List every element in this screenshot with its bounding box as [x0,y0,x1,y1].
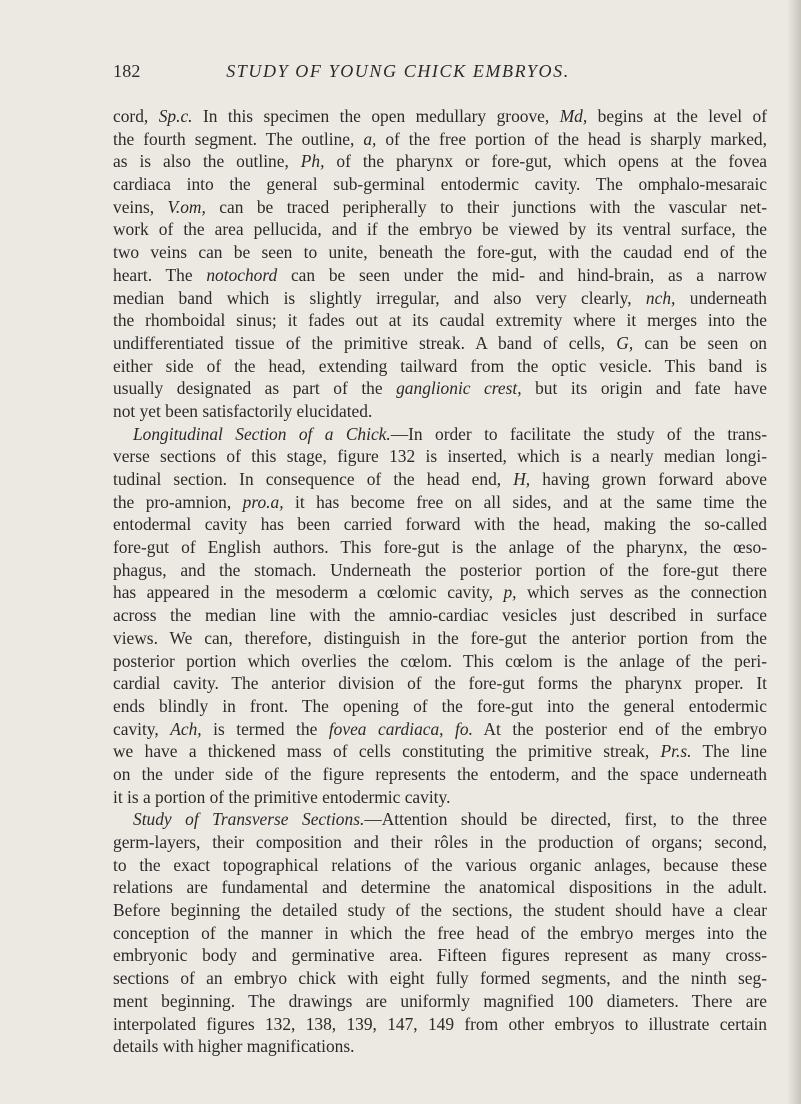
text-run: not yet been satisfactorily elucidated. [113,400,373,421]
text-run: embryonic body and germinative area. Fifteen figures represent as many cross- [113,945,767,966]
text-run: sections of an embryo chick with eight fully formed segments, and the ninth seg- [113,968,767,989]
text-run: but its origin and fate have [521,378,767,399]
text-run: ends blindly in front. The opening of the fore-gut into the general entodermic [113,695,767,716]
text-line [113,536,767,559]
italic-term: H, [513,469,531,489]
text-run: can be traced peripherally to their junctions with the vascular net- [205,196,767,217]
text-line [113,967,767,990]
text-run: verse sections of this stage, figure 132 is inserted, which is a nearly median longi- [113,446,767,467]
text-line [113,105,767,128]
text-run: —Attention should be directed, first, to the three [364,809,767,830]
text-line [113,581,767,604]
text-run: fore-gut of English authors. This fore-gut is the anlage of the pharynx, the œso- [113,537,767,558]
text-line [113,423,767,446]
text-line [113,264,767,287]
text-run: work of the area pellucida, and if the embryo be viewed by its ventral surface, the [113,219,767,240]
italic-term: Pr.s. [660,741,692,762]
text-run: begins at the level of [587,106,767,126]
text-run: has appeared in the mesoderm a cœlomic cavity, [113,582,504,603]
text-line [113,672,767,695]
italic-term: Longitudinal Section of a Chick. [133,423,391,444]
text-line [113,128,767,151]
italic-term: V.om, [167,196,206,217]
text-run: At the posterior end of the embryo [472,718,767,739]
text-line [113,241,767,264]
text-line [113,899,767,922]
text-run: which serves as the connection [516,582,767,603]
text-line [113,173,767,196]
italic-term: nch, [645,287,676,308]
text-run: to the exact topographical relations of the various organic anlages, because these [113,854,767,875]
italic-term: Ph, [300,151,325,172]
text-line [113,627,767,650]
text-run: entodermal cavity has been carried forward with the head, making the so-called [113,514,767,535]
text-run: veins, [113,196,168,217]
text-line [113,445,767,468]
text-run: In this specimen the open medullary groove, [192,106,560,126]
text-line [113,831,767,854]
italic-term: pro.a, [242,491,284,512]
text-run: we have a thickened mass of cells constituting the primitive streak, [113,741,661,762]
italic-term: Study of Transverse Sections. [133,809,365,830]
text-run: cavity, [113,718,171,739]
text-run: ment beginning. The drawings are uniformly magnified 100 diameters. There are [113,990,767,1011]
text-run: relations are fundamental and determine the anatomical dispositions in the adult. [113,877,767,898]
text-line [113,400,767,423]
text-run: of the pharynx or fore-gut, which opens at the fovea [324,151,768,172]
italic-term: Ach, [170,718,202,739]
text-line [113,604,767,627]
italic-term: p, [503,582,517,603]
text-line [113,196,767,219]
text-run: two veins can be seen to unite, beneath the fore-gut, with the caudad end of the [113,242,767,263]
text-run: phagus, and the stomach. Underneath the posterior portion of the fore-gut there [113,559,767,580]
text-line [113,922,767,945]
text-run: views. We can, therefore, distinguish in the fore-gut the anterior portion from the [113,627,767,648]
text-run: the rhomboidal sinus; it fades out at its caudal extremity where it merges into the [113,310,767,331]
text-line [113,332,767,355]
text-line [113,559,767,582]
text-run: conception of the manner in which the free head of the embryo merges into the [113,922,767,943]
text-run: details with higher magnifications. [113,1036,355,1057]
text-line [113,763,767,786]
text-line [113,513,767,536]
text-run: undifferentiated tissue of the primitive streak. A band of cells, [113,332,617,353]
text-run: can be seen under the mid- and hind-brain, as a narrow [277,264,767,285]
text-line [113,468,767,491]
text-run: across the median line with the amnio-cardiac vesicles just described in surface [113,605,767,626]
text-line [113,377,767,400]
text-run: germ-layers, their composition and their rôles in the production of organs; second, [113,832,767,852]
text-line [113,854,767,877]
italic-term: a, [363,128,377,149]
text-run: on the under side of the figure represents the entoderm, and the space underneath [113,763,767,784]
body-text [113,105,767,1058]
text-line [113,876,767,899]
text-line [113,218,767,241]
text-line [113,740,767,763]
text-line [113,1013,767,1036]
text-line [113,150,767,173]
text-line [113,287,767,310]
text-run: either side of the head, extending tailward from the optic vesicle. This band is [113,355,767,376]
italic-term: Md, [559,106,588,126]
text-run: median band which is slightly irregular, and also very clearly, [113,287,646,308]
text-run: cardiaca into the general sub-germinal entodermic cavity. The omphalo-mesaraic [113,174,767,195]
text-run: —In order to facilitate the study of the trans- [390,423,767,444]
text-line [113,786,767,809]
italic-term: fovea cardiaca, fo. [328,718,473,739]
text-run: having grown forward above [530,469,768,489]
text-run: usually designated as part of the [113,378,397,399]
text-line [113,1035,767,1058]
text-run: tudinal section. In consequence of the head end, [113,469,514,489]
text-run: heart. The [113,264,207,285]
text-line [113,990,767,1013]
text-run: as is also the outline, [113,151,301,172]
text-run: the fourth segment. The outline, [113,128,364,149]
italic-term: Sp.c. [158,106,193,126]
text-line [113,944,767,967]
text-run: cardial cavity. The anterior division of the fore-gut forms the pharynx proper. It [113,673,767,694]
text-run: the pro-amnion, [113,491,243,512]
italic-term: notochord [206,264,278,285]
text-line [113,695,767,718]
text-line [113,808,767,831]
italic-term: G, [616,332,634,353]
text-run: cord, [113,106,159,126]
text-line [113,718,767,741]
text-run: Before beginning the detailed study of the sections, the student should have a clear [113,900,767,921]
text-run: it is a portion of the primitive entodermic cavity. [113,786,451,807]
text-run: posterior portion which overlies the cœlom. This cœlom is the anlage of the peri- [113,650,767,671]
text-run: interpolated figures 132, 138, 139, 147, 149 from other embryos to illustrate certain [113,1013,767,1034]
text-line [113,309,767,332]
running-head: STUDY OF YOUNG CHICK EMBRYOS. [226,61,570,81]
page-edge-shadow [787,0,801,1104]
text-run: can be seen on [633,332,767,353]
page-header [113,61,683,85]
text-line [113,650,767,673]
text-run: is termed the [201,718,329,739]
text-run: The line [691,741,767,762]
text-line [113,355,767,378]
text-run: it has become free on all sides, and at the same time the [283,491,768,512]
text-run: underneath [675,287,768,308]
text-run: of the free portion of the head is sharply marked, [376,128,767,149]
page-number: 182 [113,61,141,81]
italic-term: ganglionic crest, [396,378,522,399]
text-line [113,491,767,514]
